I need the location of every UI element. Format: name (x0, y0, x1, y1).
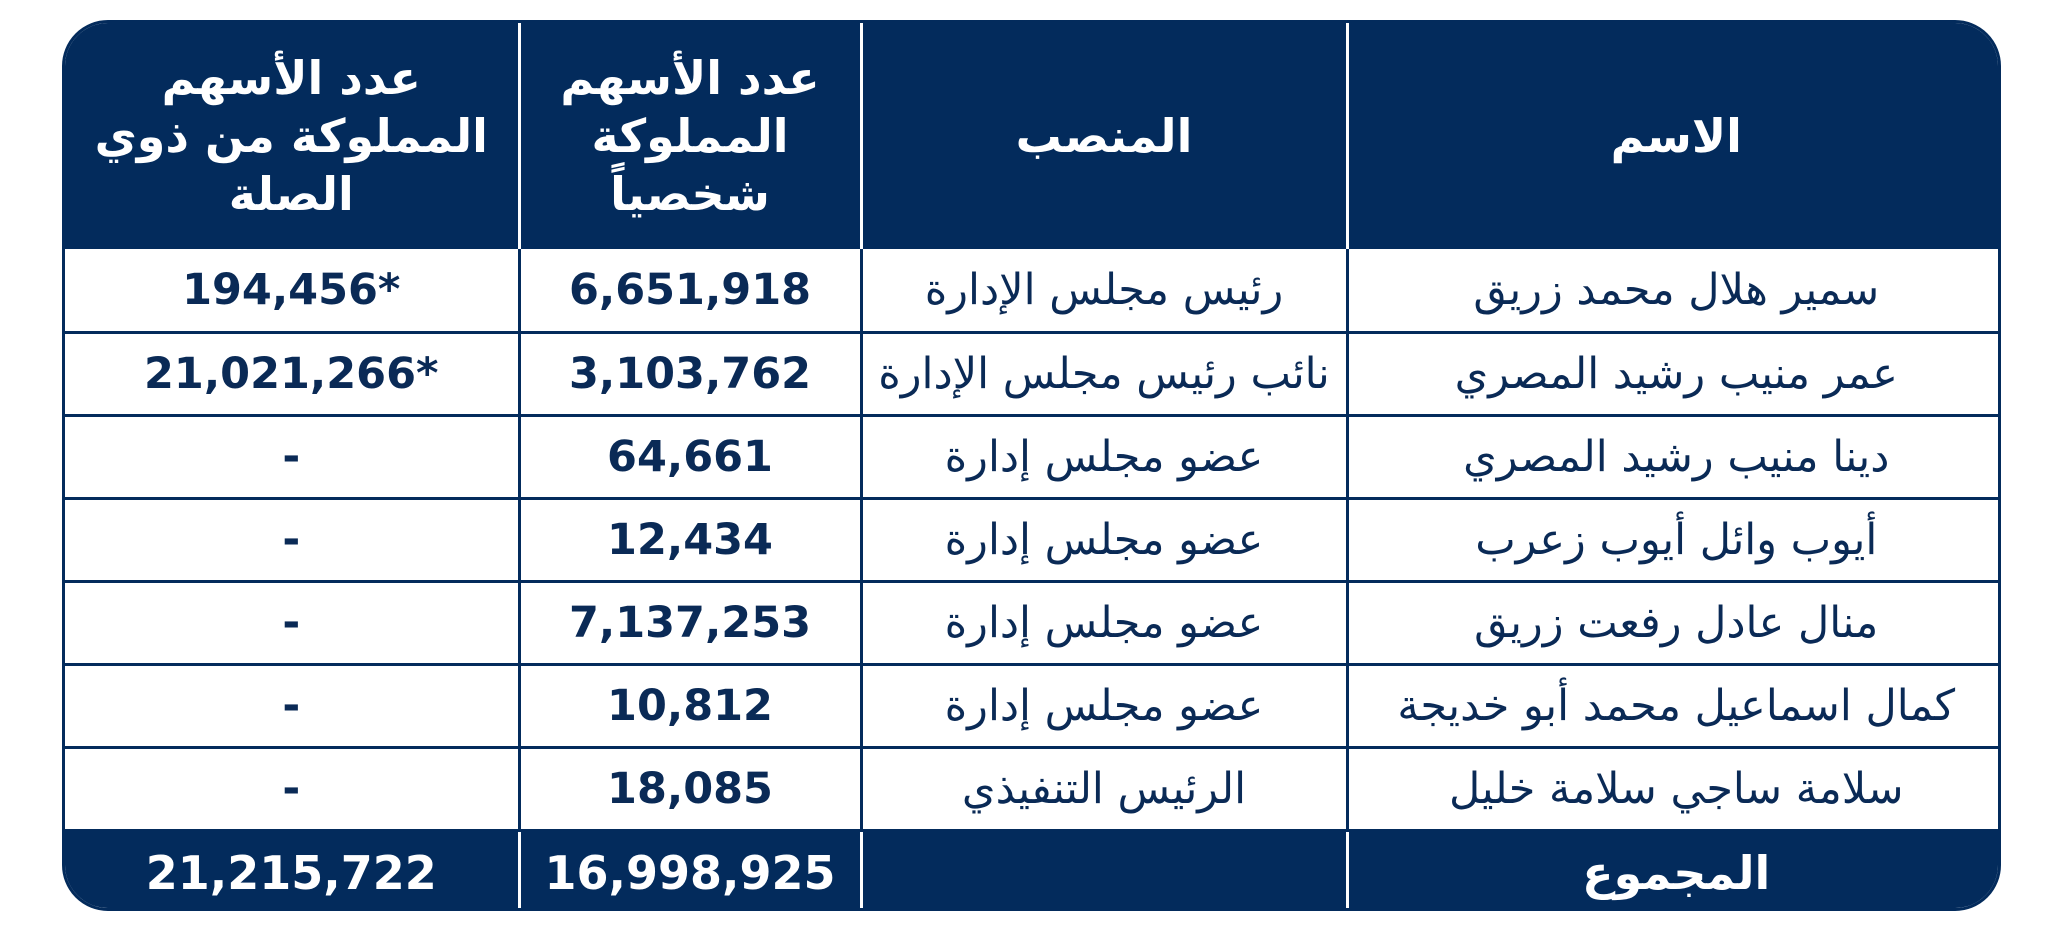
cell-owned-related: - (65, 581, 519, 664)
header-owned-personally: عدد الأسهم المملوكة شخصياً (519, 23, 861, 249)
table-row (65, 747, 2001, 830)
cell-owned-personally: 7,137,253 (519, 581, 861, 664)
cell-owned-related: - (65, 498, 519, 581)
cell-owned-personally: 18,085 (519, 747, 861, 830)
cell-owned-related: - (65, 415, 519, 498)
total-position (861, 830, 1347, 911)
total-row (65, 830, 2001, 911)
cell-position: عضو مجلس إدارة (861, 664, 1347, 747)
cell-name: دينا منيب رشيد المصري (1347, 415, 2001, 498)
table-footer (65, 830, 2001, 911)
total-label: المجموع (1347, 830, 2001, 911)
table-row (65, 249, 2001, 332)
shareholdings-table-container (62, 20, 2001, 911)
cell-position: الرئيس التنفيذي (861, 747, 1347, 830)
cell-name: سلامة ساجي سلامة خليل (1347, 747, 2001, 830)
table-row (65, 581, 2001, 664)
table-row (65, 332, 2001, 415)
cell-owned-related: 194,456* (65, 249, 519, 332)
cell-owned-related: 21,021,266* (65, 332, 519, 415)
header-name: الاسم (1347, 23, 2001, 249)
cell-owned-personally: 10,812 (519, 664, 861, 747)
cell-name: منال عادل رفعت زريق (1347, 581, 2001, 664)
cell-name: سمير هلال محمد زريق (1347, 249, 2001, 332)
shareholdings-table (65, 23, 2001, 911)
cell-name: أيوب وائل أيوب زعرب (1347, 498, 2001, 581)
header-position: المنصب (861, 23, 1347, 249)
header-owned-related: عدد الأسهم المملوكة من ذوي الصلة (65, 23, 519, 249)
table-row (65, 664, 2001, 747)
cell-owned-related: - (65, 747, 519, 830)
cell-name: عمر منيب رشيد المصري (1347, 332, 2001, 415)
cell-owned-personally: 64,661 (519, 415, 861, 498)
cell-position: عضو مجلس إدارة (861, 581, 1347, 664)
cell-position: عضو مجلس إدارة (861, 415, 1347, 498)
table-row (65, 498, 2001, 581)
cell-owned-personally: 6,651,918 (519, 249, 861, 332)
cell-owned-personally: 12,434 (519, 498, 861, 581)
table-row (65, 415, 2001, 498)
cell-owned-related: - (65, 664, 519, 747)
cell-position: عضو مجلس إدارة (861, 498, 1347, 581)
header-row (65, 23, 2001, 249)
cell-position: نائب رئيس مجلس الإدارة (861, 332, 1347, 415)
total-owned-related: 21,215,722 (65, 830, 519, 911)
cell-position: رئيس مجلس الإدارة (861, 249, 1347, 332)
table-body (65, 249, 2001, 830)
total-owned-personally: 16,998,925 (519, 830, 861, 911)
table-header (65, 23, 2001, 249)
cell-owned-personally: 3,103,762 (519, 332, 861, 415)
cell-name: كمال اسماعيل محمد أبو خديجة (1347, 664, 2001, 747)
